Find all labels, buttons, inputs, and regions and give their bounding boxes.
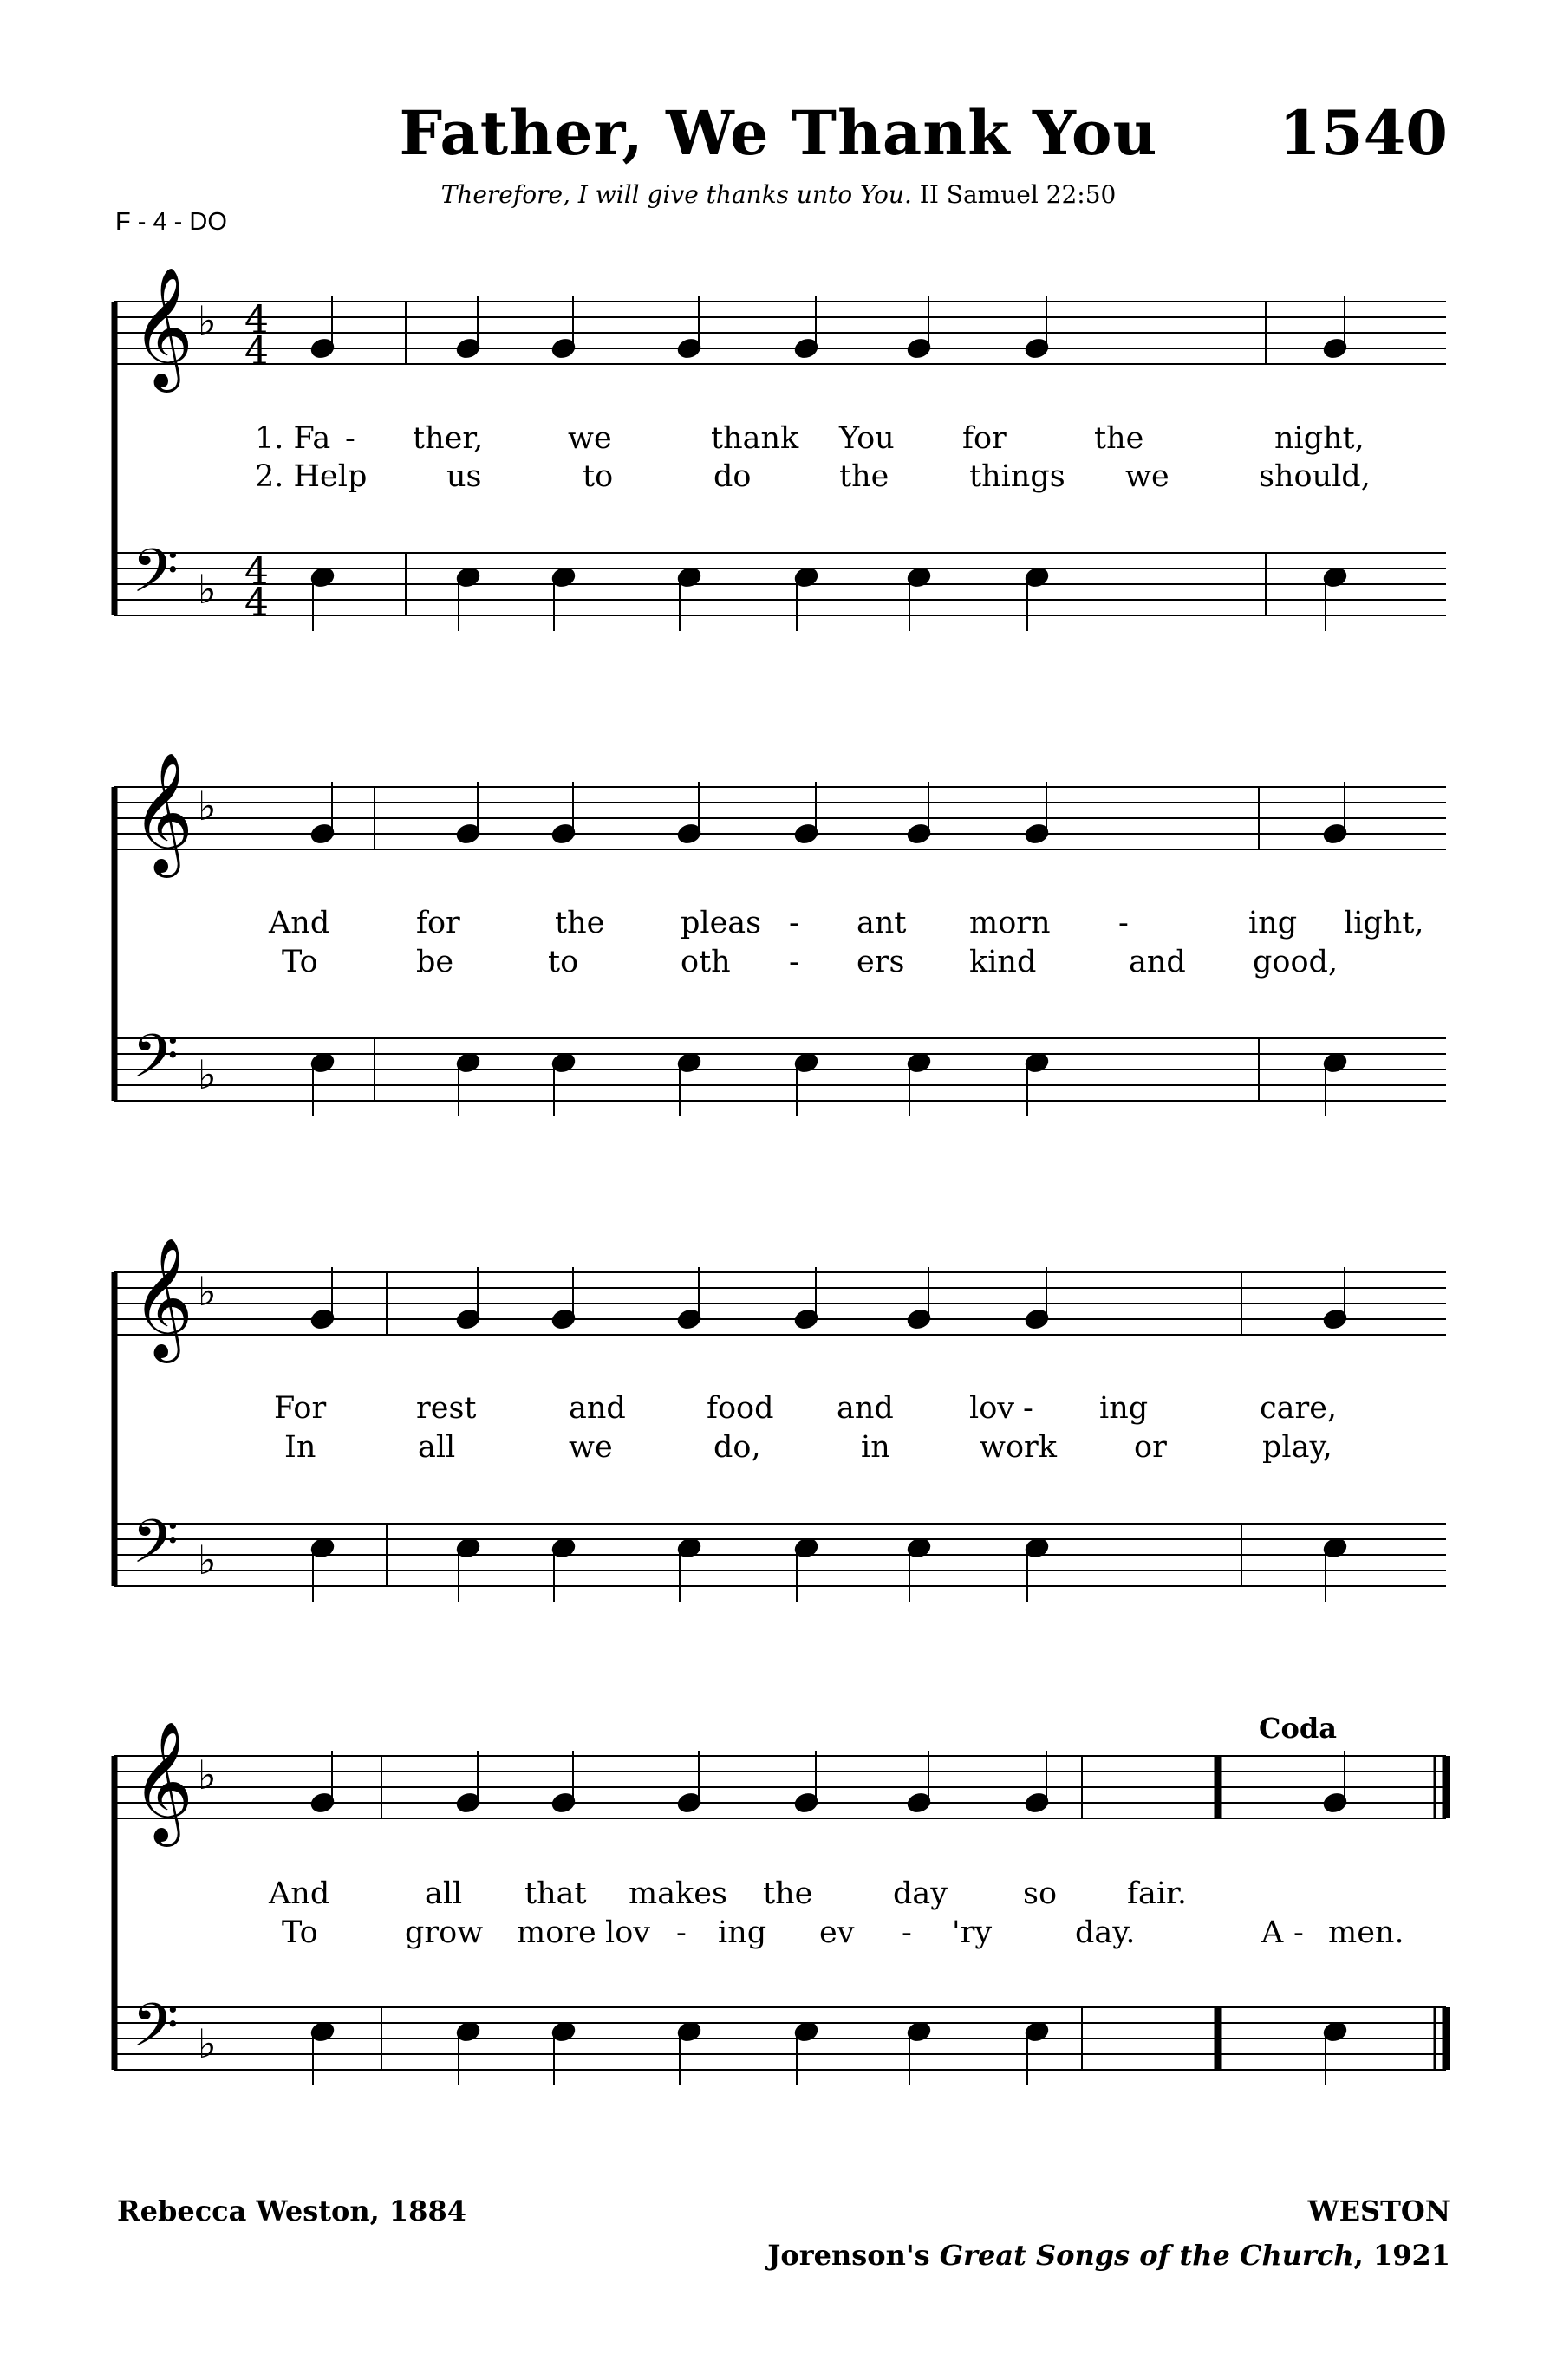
lyric-syllable: fair. xyxy=(1127,1876,1188,1911)
lyric-syllable: - xyxy=(1293,1915,1304,1950)
lyric-syllable: and xyxy=(569,1391,626,1426)
coda-label: Coda xyxy=(1259,1712,1337,1745)
lyric-syllable: - xyxy=(345,421,355,456)
key-flat-icon: ♭ xyxy=(198,1537,217,1583)
scripture-reference: II Samuel 22:50 xyxy=(919,180,1117,209)
source-prefix: Jorenson's xyxy=(767,2239,930,2272)
lyric-syllable: or xyxy=(1134,1430,1167,1465)
lyric-syllable: all xyxy=(425,1876,463,1911)
lyric-syllable: good, xyxy=(1253,945,1339,979)
lyric-syllable: - xyxy=(902,1915,912,1950)
time-signature-bottom: 4 xyxy=(244,581,269,625)
lyric-syllable: do, xyxy=(713,1430,761,1465)
lyric-syllable: To xyxy=(282,945,318,979)
time-signature-top: 4 xyxy=(244,549,269,594)
lyric-syllable: to xyxy=(583,459,614,494)
lyric-syllable: we xyxy=(569,1430,613,1465)
lyric-syllable: we xyxy=(1125,459,1169,494)
lyric-syllable: day xyxy=(893,1876,948,1911)
lyric-syllable: thank xyxy=(711,421,799,456)
treble-clef-icon: 𝄞 xyxy=(132,752,193,873)
treble-clef-icon: 𝄞 xyxy=(132,1238,193,1358)
lyric-syllable: the xyxy=(555,906,605,940)
bass-clef-icon: 𝄢 xyxy=(132,1506,179,1591)
lyric-syllable: A xyxy=(1261,1915,1284,1950)
lyric-syllable: so xyxy=(1023,1876,1058,1911)
lyric-syllable: that xyxy=(524,1876,587,1911)
lyric-syllable: - xyxy=(789,945,799,979)
author-credit: Rebecca Weston, 1884 xyxy=(117,2195,466,2227)
key-flat-icon: ♭ xyxy=(198,1051,217,1098)
lyric-syllable: the xyxy=(839,459,889,494)
lyric-syllable: - xyxy=(789,906,799,940)
lyric-syllable: and xyxy=(837,1391,894,1426)
lyric-syllable: rest xyxy=(416,1391,477,1426)
lyric-syllable: ing xyxy=(1099,1391,1149,1426)
treble-clef-icon: 𝄞 xyxy=(132,1721,193,1842)
lyric-syllable: And xyxy=(269,906,330,940)
key-flat-icon: ♭ xyxy=(198,1268,217,1315)
source-title: Great Songs of the Church xyxy=(939,2239,1354,2272)
lyric-syllable: us xyxy=(446,459,482,494)
lyric-syllable: lov xyxy=(605,1915,651,1950)
key-flat-icon: ♭ xyxy=(198,2020,217,2067)
lyric-syllable: play, xyxy=(1262,1430,1332,1465)
lyric-syllable: - xyxy=(676,1915,687,1950)
lyric-syllable: food xyxy=(707,1391,774,1426)
lyric-syllable: to xyxy=(548,945,579,979)
lyric-syllable: things xyxy=(969,459,1065,494)
key-flat-icon: ♭ xyxy=(198,297,217,344)
lyric-syllable: all xyxy=(418,1430,456,1465)
source-year: , 1921 xyxy=(1353,2239,1450,2272)
lyric-syllable: the xyxy=(763,1876,813,1911)
lyric-syllable: ers xyxy=(857,945,905,979)
lyric-syllable: 1. Fa xyxy=(255,421,331,456)
lyric-syllable: - xyxy=(1023,1391,1033,1426)
key-flat-icon: ♭ xyxy=(198,1752,217,1798)
lyric-syllable: and xyxy=(1129,945,1186,979)
lyric-syllable: lov xyxy=(969,1391,1015,1426)
bass-clef-icon: 𝄢 xyxy=(132,1990,179,2075)
hymn-number: 1540 xyxy=(1279,97,1448,169)
lyric-syllable: 'ry xyxy=(952,1915,993,1950)
tune-name: WESTON xyxy=(1307,2195,1450,2227)
lyric-syllable: ing xyxy=(1248,906,1298,940)
lyric-syllable: pleas xyxy=(681,906,762,940)
lyric-syllable: In xyxy=(284,1430,316,1465)
lyric-syllable: night, xyxy=(1274,421,1365,456)
lyric-syllable: the xyxy=(1094,421,1144,456)
key-flat-icon: ♭ xyxy=(198,783,217,829)
lyric-syllable: in xyxy=(861,1430,890,1465)
lyric-syllable: And xyxy=(269,1876,330,1911)
time-signature-bottom: 4 xyxy=(244,329,269,374)
lyric-syllable: day. xyxy=(1075,1915,1136,1950)
lyric-syllable: kind xyxy=(969,945,1037,979)
key-flat-icon: ♭ xyxy=(198,566,217,613)
lyric-syllable: ev xyxy=(819,1915,855,1950)
lyric-syllable: we xyxy=(568,421,612,456)
lyric-syllable: care, xyxy=(1260,1391,1338,1426)
lyric-syllable: makes xyxy=(629,1876,727,1911)
lyric-syllable: be xyxy=(416,945,454,979)
key-indicator: F - 4 - DO xyxy=(115,208,227,236)
lyric-syllable: for xyxy=(416,906,460,940)
lyric-syllable: You xyxy=(839,421,895,456)
lyric-syllable: 2. Help xyxy=(255,459,368,494)
scripture-text: Therefore, I will give thanks unto You. xyxy=(440,180,912,209)
lyric-syllable: oth xyxy=(681,945,731,979)
lyric-syllable: ther, xyxy=(413,421,484,456)
lyric-syllable: more xyxy=(517,1915,596,1950)
lyric-syllable: work xyxy=(980,1430,1057,1465)
treble-clef-icon: 𝄞 xyxy=(132,267,193,387)
time-signature-top: 4 xyxy=(244,298,269,342)
lyric-syllable: - xyxy=(1118,906,1129,940)
lyric-syllable: ant xyxy=(857,906,907,940)
lyric-syllable: morn xyxy=(969,906,1051,940)
bass-clef-icon: 𝄢 xyxy=(132,1021,179,1106)
lyric-syllable: grow xyxy=(405,1915,484,1950)
lyric-syllable: men. xyxy=(1328,1915,1404,1950)
lyric-syllable: for xyxy=(962,421,1007,456)
lyric-syllable: light, xyxy=(1344,906,1424,940)
lyric-syllable: For xyxy=(274,1391,327,1426)
lyric-syllable: should, xyxy=(1259,459,1371,494)
hymn-title: Father, We Thank You xyxy=(399,97,1158,169)
bass-clef-icon: 𝄢 xyxy=(132,536,179,621)
lyric-syllable: To xyxy=(282,1915,318,1950)
lyric-syllable: do xyxy=(713,459,752,494)
lyric-syllable: ing xyxy=(718,1915,767,1950)
source-credit xyxy=(767,2239,1450,2272)
